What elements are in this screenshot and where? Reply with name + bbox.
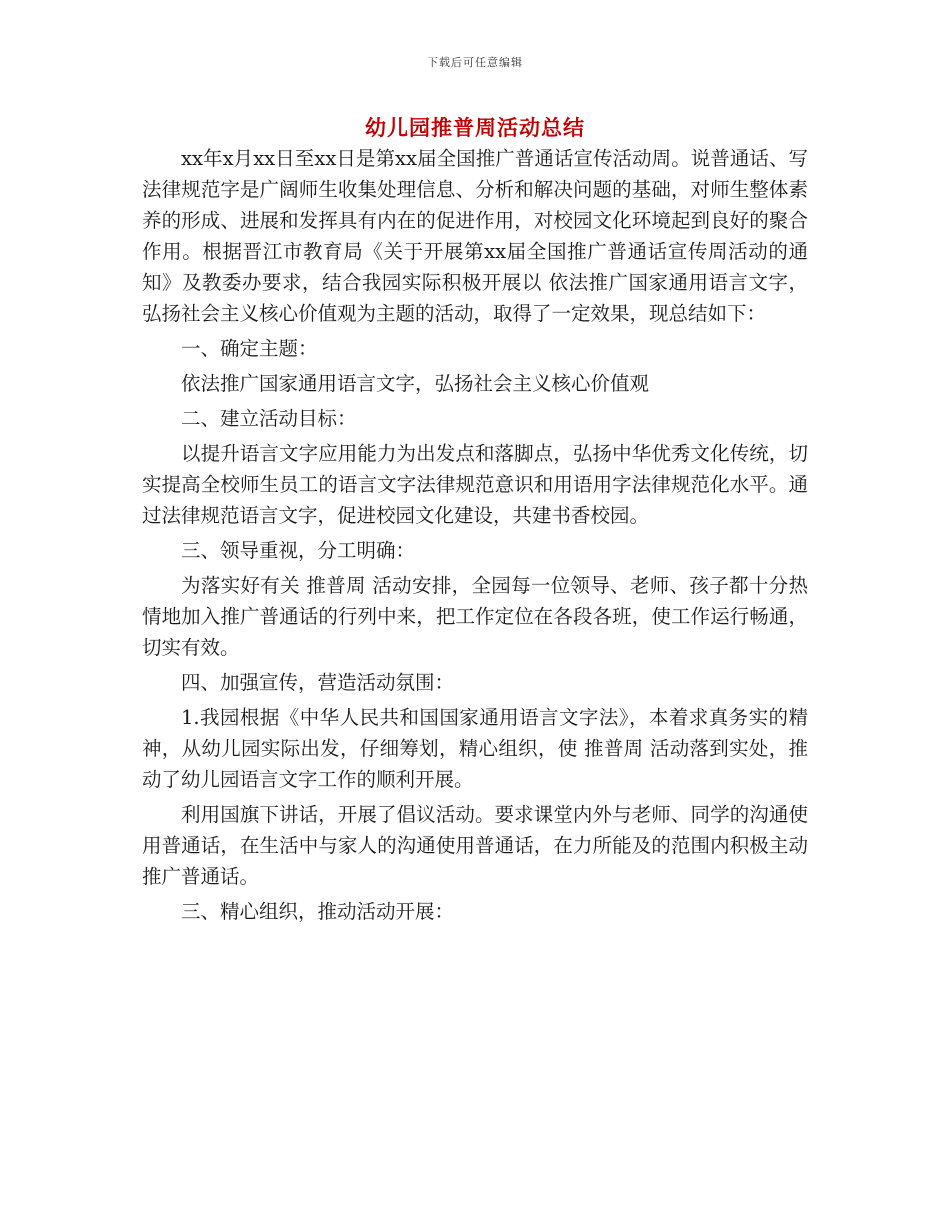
document-body [142,140,808,928]
heading-goals: 二、建立活动目标： [181,407,357,430]
paragraph-publicity-1: 1.我园根据《中华人民共和国国家通用语言文字法》，本着求真务实的精神，从幼儿园实际出发，仔细筹划，精心组织，使 推普周 活动落到实处，推动了幼儿园语言文字工作的顺利开展。 [142,706,808,791]
heading-publicity: 四、加强宣传，营造活动氛围： [181,671,455,694]
paragraph-leadership: 为落实好有关 推普周 活动安排，全园每一位领导、老师、孩子都十分热情地加入推广普通话的行列中来，把工作定位在各段各班，使工作运行畅通，切实有效。 [142,574,808,659]
paragraph-publicity-2: 利用国旗下讲话，开展了倡议活动。要求课堂内外与老师、同学的沟通使用普通话，在生活中与家人的沟通使用普通话，在力所能及的范围内积极主动推广普通话。 [142,803,808,888]
paragraph-goals: 以提升语言文字应用能力为出发点和落脚点，弘扬中华优秀文化传统，切实提高全校师生员工的语言文字法律规范意识和用语用字法律规范化水平。通过法律规范语言文字，促进校园文化建设，共建书香校园。 [142,442,808,527]
document-title: 幼儿园推普周活动总结 [365,115,585,140]
paragraph-intro: xx年x月xx日至xx日是第xx届全国推广普通话宣传活动周。说普通话、写法律规范字是广阔师生收集处理信息、分析和解决问题的基础，对师生整体素养的形成、进展和发挥具有内在的促进作用，对校园文化环境起到良好的聚合作用。根据晋江市教育局《关于开展第xx届全国推广普通话宣传周活动的通知》及教委办要求，结合我园实际积极开展以 依法推广国家通用语言文字，弘扬社会主义核心价值观为主题的活动，取得了一定效果，现总结如下： [142,147,808,325]
page-header-note: 下载后可任意编辑 [427,56,523,69]
heading-theme: 一、确定主题： [181,337,318,360]
heading-leadership: 三、领导重视，分工明确： [181,539,416,562]
paragraph-theme: 依法推广国家通用语言文字，弘扬社会主义核心价值观 [181,372,650,395]
heading-organization: 三、精心组织，推动活动开展： [181,900,455,923]
